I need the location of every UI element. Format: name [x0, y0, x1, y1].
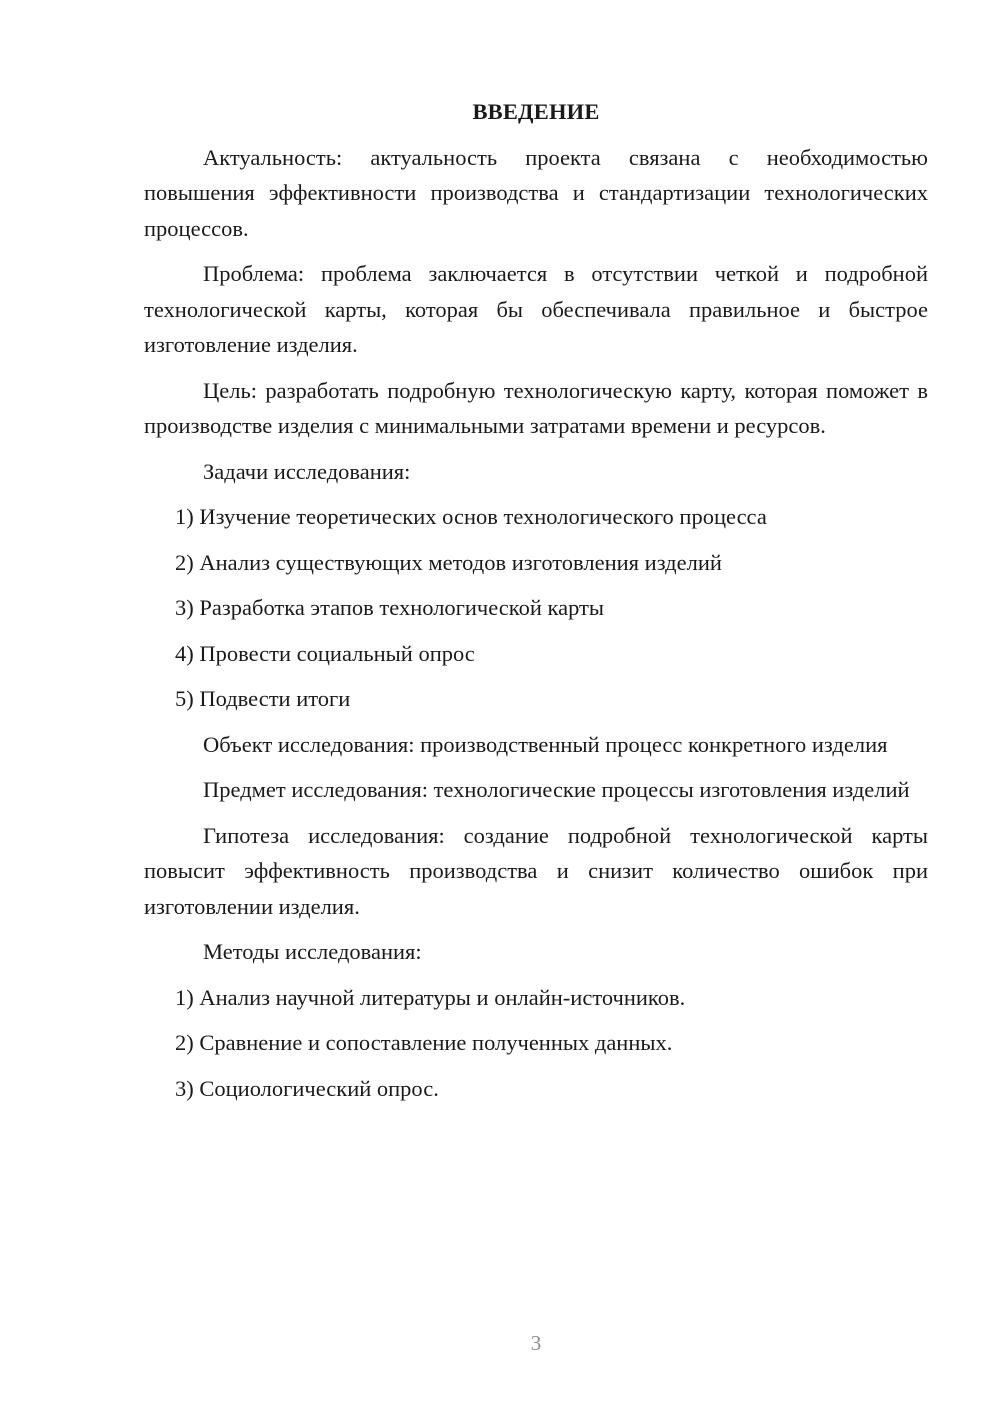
problem-paragraph: Проблема: проблема заключается в отсутствии четкой и подробной технологической карты, которая бы обеспечивала правильное и быстрое изготовление изделия.	[144, 261, 928, 357]
subject-paragraph: Предмет исследования: технологические процессы изготовления изделий	[203, 777, 910, 802]
methods-heading: Методы исследования:	[203, 939, 422, 964]
list-item: 3) Разработка этапов технологической карты	[175, 595, 604, 620]
page-title: ВВЕДЕНИЕ	[472, 99, 600, 124]
list-item: 2) Сравнение и сопоставление полученных данных.	[175, 1030, 673, 1055]
page-number: 3	[530, 1331, 542, 1355]
object-paragraph: Объект исследования: производственный процесс конкретного изделия	[203, 731, 888, 757]
page-content	[144, 94, 928, 1116]
tasks-heading: Задачи исследования:	[203, 458, 411, 484]
list-item: 1) Изучение теоретических основ технологического процесса	[175, 504, 767, 529]
relevance-paragraph: Актуальность: актуальность проекта связана с необходимостью повышения эффективности производства и стандартизации технологических процессов.	[144, 144, 928, 241]
list-item: 3) Социологический опрос.	[175, 1075, 439, 1101]
list-item: 4) Провести социальный опрос	[175, 640, 475, 666]
list-item: 1) Анализ научной литературы и онлайн-источников.	[175, 984, 686, 1010]
list-item: 5) Подвести итоги	[175, 686, 351, 711]
list-item: 2) Анализ существующих методов изготовления изделий	[175, 549, 722, 575]
goal-paragraph: Цель: разработать подробную технологическую карту, которая поможет в производстве изделия с минимальными затратами времени и ресурсов.	[144, 377, 928, 438]
hypothesis-paragraph: Гипотеза исследования: создание подробной технологической карты повысит эффективность производства и снизит количество ошибок при изготовлении изделия.	[144, 822, 928, 919]
